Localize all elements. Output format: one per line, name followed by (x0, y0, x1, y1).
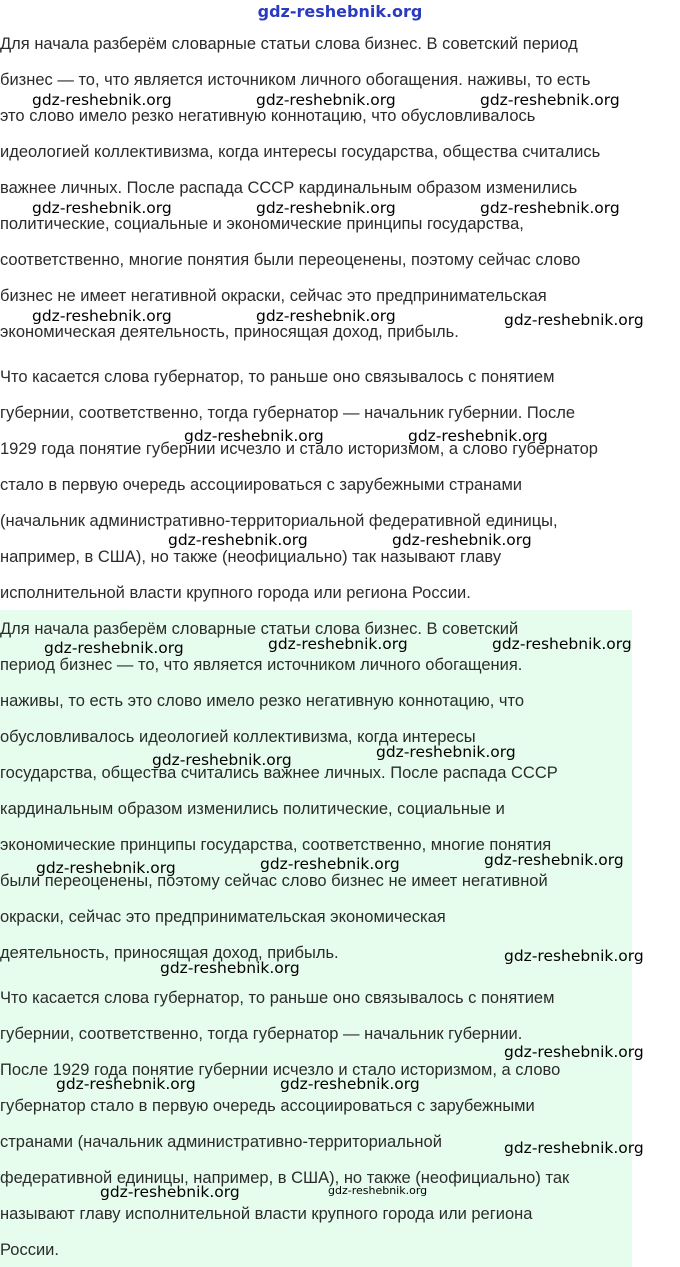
watermark: gdz-reshebnik.org (44, 639, 184, 657)
site-watermark-top[interactable]: gdz-reshebnik.org (257, 2, 423, 21)
watermark: gdz-reshebnik.org (56, 1075, 196, 1093)
watermark: gdz-reshebnik.org (32, 91, 172, 109)
text-line: кардинальным образом изменились политические, социальные и (0, 800, 505, 818)
watermark: gdz-reshebnik.org (376, 743, 516, 761)
text-line: это слово имело резко негативную коннотацию, что обусловливалось (0, 107, 536, 125)
text-line: период бизнес — то, что является источником личного обогащения. (0, 656, 523, 674)
watermark: gdz-reshebnik.org (504, 311, 644, 329)
watermark: gdz-reshebnik.org (408, 427, 548, 445)
watermark: gdz-reshebnik.org (480, 199, 620, 217)
text-line: политические, социальные и экономические принципы государства, (0, 215, 524, 233)
text-line: исполнительной власти крупного города или региона России. (0, 584, 471, 602)
watermark: gdz-reshebnik.org (504, 1139, 644, 1157)
text-line: окраски, сейчас это предпринимательская экономическая (0, 908, 446, 926)
watermark: gdz-reshebnik.org (504, 1043, 644, 1061)
text-line: соответственно, многие понятия были переоценены, поэтому сейчас слово (0, 251, 581, 269)
watermark: gdz-reshebnik.org (484, 851, 624, 869)
text-line: называют главу исполнительной власти крупного города или региона (0, 1205, 533, 1223)
text-line: бизнес не имеет негативной окраски, сейчас это предпринимательская (0, 287, 547, 305)
text-line: губернии, соответственно, тогда губернатор — начальник губернии. После (0, 404, 576, 422)
watermark: gdz-reshebnik.org (268, 635, 408, 653)
watermark: gdz-reshebnik.org (36, 859, 176, 877)
watermark: gdz-reshebnik.org (32, 307, 172, 325)
text-line: губернатор стало в первую очередь ассоциироваться с зарубежными (0, 1097, 535, 1115)
watermark: gdz-reshebnik.org (152, 751, 292, 769)
text-line: Для начала разберём словарные статьи слова бизнес. В советский (0, 620, 519, 638)
text-line: идеологией коллективизма, когда интересы государства, общества считались (0, 143, 601, 161)
text-line: например, в США), но также (неофициально) так называют главу (0, 548, 502, 566)
text-line: России. (0, 1241, 59, 1259)
text-line: деятельность, приносящая доход, прибыль. (0, 944, 339, 962)
text-line: государства, общества считались важнее личных. После распада СССР (0, 764, 558, 782)
watermark: gdz-reshebnik.org (504, 947, 644, 965)
watermark: gdz-reshebnik.org (168, 531, 308, 549)
text-line: губернии, соответственно, тогда губернатор — начальник губернии. (0, 1025, 523, 1043)
text-line: важнее личных. После распада СССР кардинальным образом изменились (0, 179, 578, 197)
text-line: были переоценены, поэтому сейчас слово бизнес не имеет негативной (0, 872, 548, 890)
watermark: gdz-reshebnik.org (100, 1183, 240, 1201)
watermark: gdz-reshebnik.org (280, 1075, 420, 1093)
text-line: (начальник административно-территориальной федеративной единицы, (0, 512, 558, 530)
watermark: gdz-reshebnik.org (328, 1184, 428, 1197)
text-line: обусловливалось идеологией коллективизма, когда интересы (0, 728, 476, 746)
text-line: федеративной единицы, например, в США), но также (неофициально) так (0, 1169, 570, 1187)
text-line: странами (начальник административно-территориальной (0, 1133, 442, 1151)
watermark: gdz-reshebnik.org (256, 307, 396, 325)
text-line: Для начала разберём словарные статьи слова бизнес. В советский период (0, 35, 578, 53)
watermark: gdz-reshebnik.org (184, 427, 324, 445)
text-line: Что касается слова губернатор, то раньше оно связывалось с понятием (0, 368, 555, 386)
watermark: gdz-reshebnik.org (256, 199, 396, 217)
text-line: наживы, то есть это слово имело резко негативную коннотацию, что (0, 692, 525, 710)
watermark: gdz-reshebnik.org (480, 91, 620, 109)
watermark: gdz-reshebnik.org (492, 635, 632, 653)
text-line: 1929 года понятие губернии исчезло и стало историзмом, а слово губернатор (0, 440, 598, 458)
text-line: экономическая деятельность, приносящая доход, прибыль. (0, 323, 459, 341)
watermark: gdz-reshebnik.org (256, 91, 396, 109)
text-line: бизнес — то, что является источником личного обогащения. наживы, то есть (0, 71, 591, 89)
watermark: gdz-reshebnik.org (160, 959, 300, 977)
watermark: gdz-reshebnik.org (260, 855, 400, 873)
text-line: После 1929 года понятие губернии исчезло и стало историзмом, а слово (0, 1061, 561, 1079)
watermark: gdz-reshebnik.org (32, 199, 172, 217)
watermark: gdz-reshebnik.org (392, 531, 532, 549)
text-line: стало в первую очередь ассоциироваться с зарубежными странами (0, 476, 523, 494)
text-line: экономические принципы государства, соответственно, многие понятия (0, 836, 552, 854)
text-line: Что касается слова губернатор, то раньше оно связывалось с понятием (0, 989, 555, 1007)
